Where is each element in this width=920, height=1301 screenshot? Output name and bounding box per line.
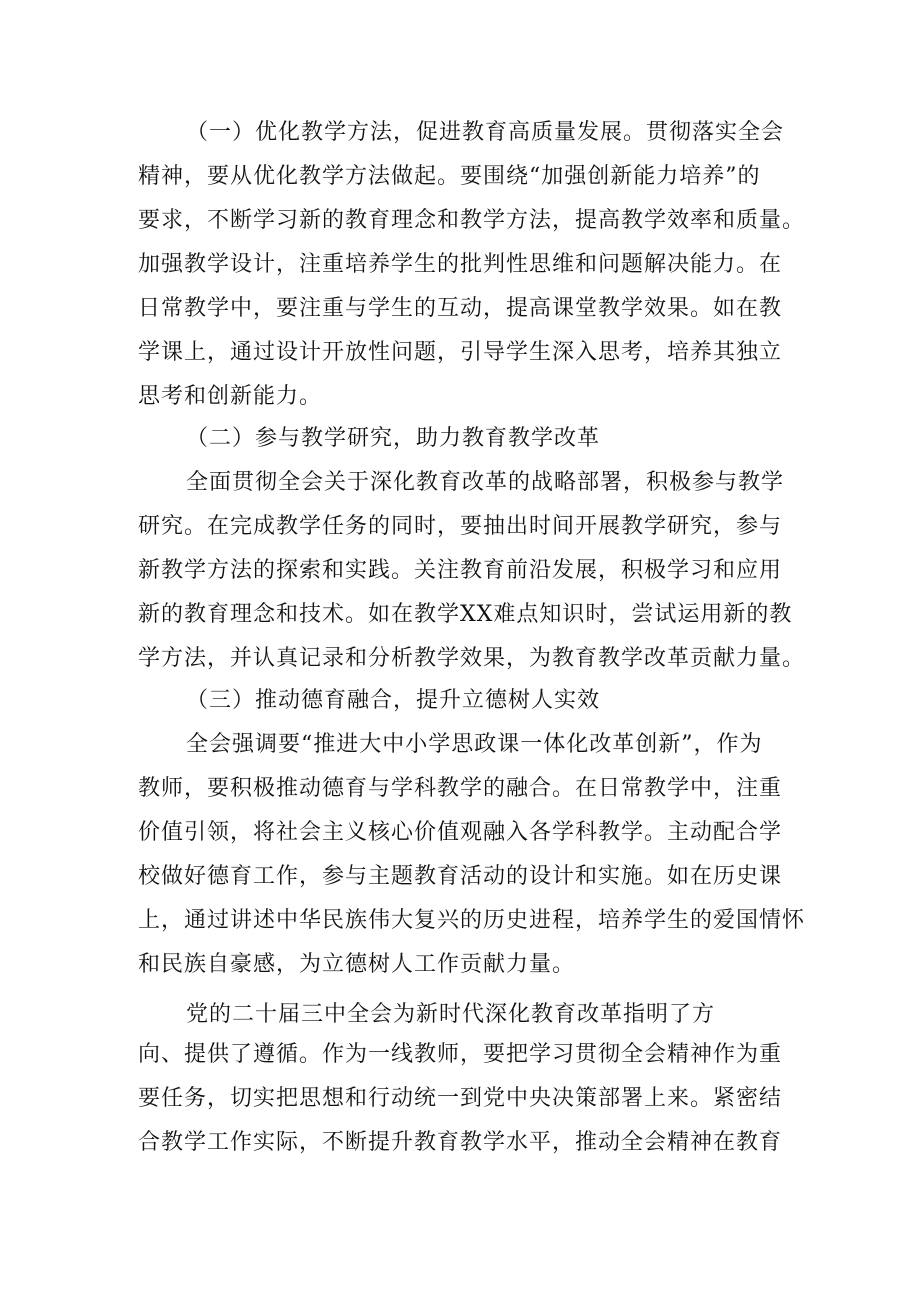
paragraph-3-line-2: 教师，要积极推动德育与学科教学的融合。在日常教学中，注重 bbox=[138, 776, 783, 801]
paragraph-1-line-3: 要求，不断学习新的教育理念和教学方法，提高教学效率和质量。 bbox=[138, 208, 806, 233]
paragraph-2-line-2: 研究。在完成教学任务的同时，要抽出时间开展教学研究，参与 bbox=[138, 514, 783, 539]
paragraph-1-line-5: 日常教学中，要注重与学生的互动，提高课堂教学效果。如在教 bbox=[138, 296, 783, 321]
paragraph-3-line-6: 和民族自豪感，为立德树人工作贡献力量。 bbox=[138, 952, 576, 977]
paragraph-2-line-4: 新的教育理念和技术。如在教学XX难点知识时，尝试运用新的教 bbox=[138, 602, 793, 627]
paragraph-2-line-1: 全面贯彻全会关于深化教育改革的战略部署，积极参与教学 bbox=[186, 470, 785, 495]
paragraph-1-line-2: 精神，要从优化教学方法做起。要围绕“加强创新能力培养”的 bbox=[138, 164, 761, 189]
paragraph-4-line-4: 合教学工作实际，不断提升教育教学水平，推动全会精神在教育 bbox=[138, 1130, 783, 1155]
paragraph-1-line-1: （一）优化教学方法，促进教育高质量发展。贯彻落实全会 bbox=[186, 120, 785, 145]
paragraph-1-line-6: 学课上，通过设计开放性问题，引导学生深入思考，培养其独立 bbox=[138, 340, 783, 365]
section-heading-2: （二）参与教学研究，助力教育教学改革 bbox=[186, 426, 601, 451]
paragraph-4-line-1: 党的二十届三中全会为新时代深化教育改革指明了方 bbox=[186, 1002, 716, 1027]
paragraph-1-line-7: 思考和创新能力。 bbox=[138, 384, 323, 409]
paragraph-4-line-2: 向、提供了遵循。作为一线教师，要把学习贯彻全会精神作为重 bbox=[138, 1042, 783, 1067]
paragraph-2-line-5: 学方法，并认真记录和分析教学效果，为教育教学改革贡献力量。 bbox=[138, 646, 806, 671]
paragraph-2-line-3: 新教学方法的探索和实践。关注教育前沿发展，积极学习和应用 bbox=[138, 558, 783, 583]
section-heading-3: （三）推动德育融合，提升立德树人实效 bbox=[186, 688, 601, 713]
paragraph-3-line-4: 校做好德育工作，参与主题教育活动的设计和实施。如在历史课 bbox=[138, 864, 783, 889]
paragraph-3-line-5: 上，通过讲述中华民族伟大复兴的历史进程，培养学生的爱国情怀 bbox=[138, 908, 806, 933]
paragraph-3-line-1: 全会强调要“推进大中小学思政课一体化改革创新”，作为 bbox=[186, 732, 763, 757]
paragraph-1-line-4: 加强教学设计，注重培养学生的批判性思维和问题解决能力。在 bbox=[138, 252, 783, 277]
paragraph-3-line-3: 价值引领，将社会主义核心价值观融入各学科教学。主动配合学 bbox=[138, 820, 783, 845]
paragraph-4-line-3: 要任务，切实把思想和行动统一到党中央决策部署上来。紧密结 bbox=[138, 1086, 783, 1111]
